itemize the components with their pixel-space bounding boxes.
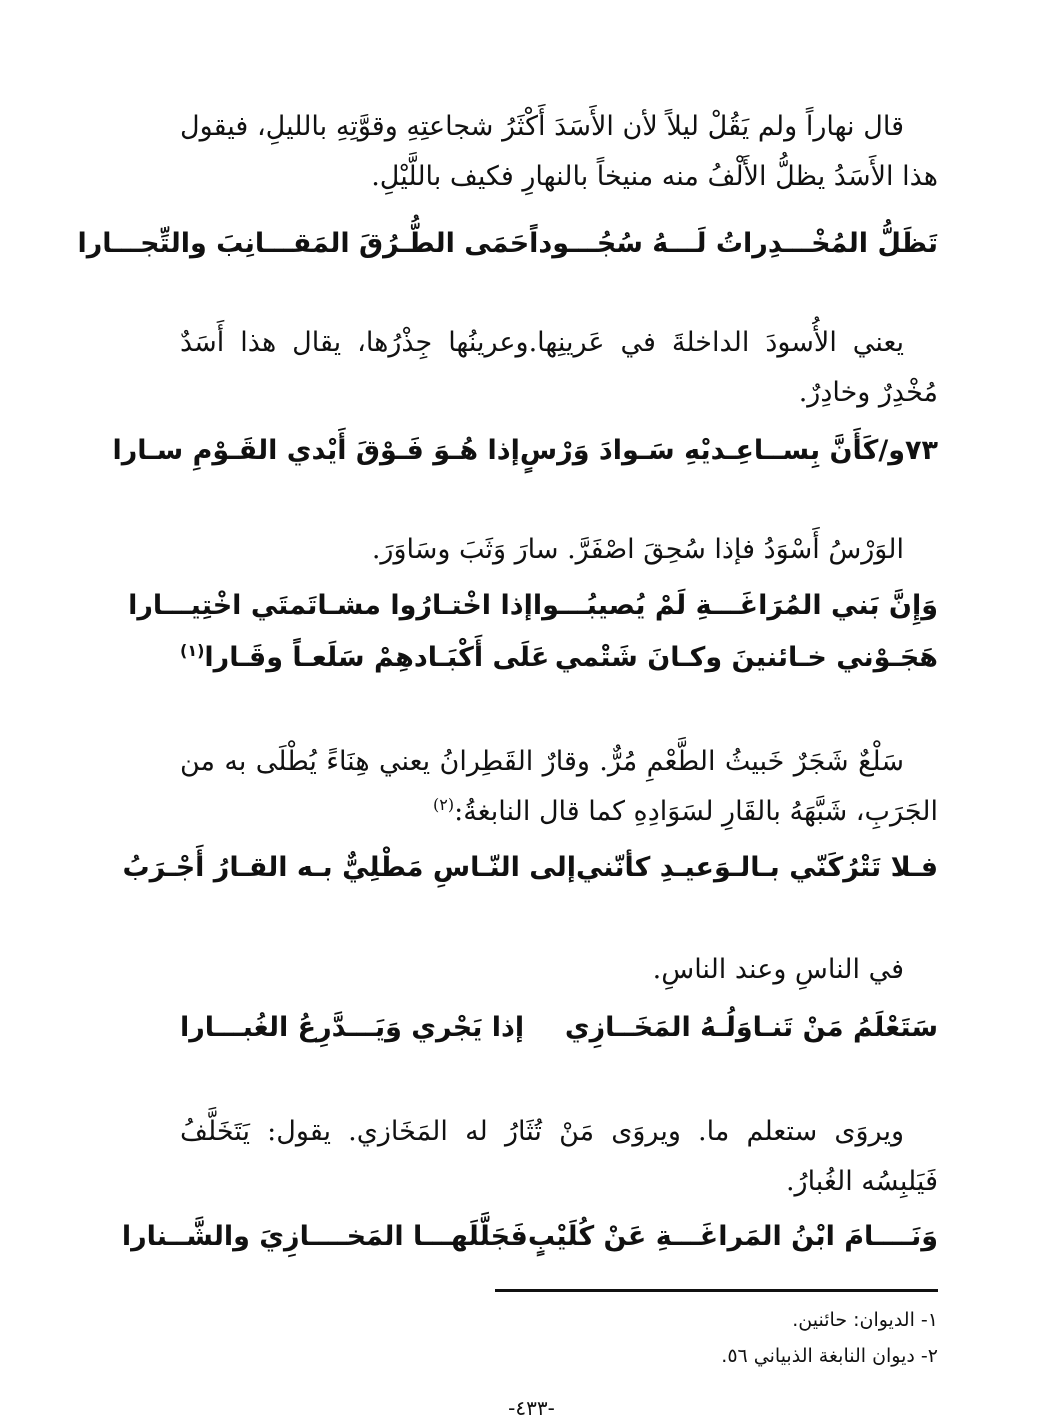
paragraph-3 xyxy=(180,525,938,575)
paragraph-2-text: يعني الأُسودَ الداخلةَ في عَرينِها.وعرينُها جِذْرُها، يقال هذا أَسَدٌ مُخْدِرٌ وخادِرٌ. xyxy=(180,327,938,408)
verse-3-second-hemistich: إذا اخْتـارُوا مشـاتَمتَي اخْتِيـــارا xyxy=(128,590,533,621)
verse-1 xyxy=(77,218,938,270)
verse-3-first-hemistich: وَإِنَّ بَني المُرَاغَـــةِ لَمْ يُصيبُـــوا xyxy=(532,590,938,621)
paragraph-1 xyxy=(180,102,938,202)
page-number: -٤٣٣- xyxy=(508,1396,555,1420)
verse-3 xyxy=(128,580,938,632)
verse-4-second-hemistich: عَلَى أَكْبَـادهِمْ سَلَعـاً وقَـارا xyxy=(204,642,550,673)
verse-7-second-hemistich: فَجَلَّلَهـــا المَخــــازِيَ والشَّــنارا xyxy=(121,1221,528,1252)
footnote-2: ٢- ديوان النابغة الذبياني ٥٦. xyxy=(721,1345,938,1367)
verse-5-second-hemistich: إلى النّـاسِ مَطْلِيٌّ بـه القـارُ أَجْـرَبُ xyxy=(122,852,576,883)
footnote-ref-2: (٢) xyxy=(433,795,455,814)
paragraph-6 xyxy=(180,1107,938,1207)
verse-4 xyxy=(180,632,938,684)
verse-7 xyxy=(121,1211,938,1263)
footnote-divider xyxy=(495,1289,938,1292)
verse-6 xyxy=(180,1002,938,1054)
verse-5-first-hemistich: فـلا تَتْرُكَنّي بـالـوَعيـدِ كأنّني xyxy=(575,852,938,883)
verse-6-first-hemistich: سَتَعْلَمُ مَنْ تَنـاوَلُـهُ المَخَــازِي xyxy=(564,1012,938,1043)
footnote-1: ١- الديوان: حائنين. xyxy=(792,1309,938,1331)
paragraph-5 xyxy=(180,945,938,995)
verse-2 xyxy=(112,425,938,477)
verse-2-second-hemistich: إذا هُـوَ فَـوْقَ أَيْدي القَـوْمِ سـارا xyxy=(112,435,520,466)
verse-1-first-hemistich: تَظَلُّ المُخْـــدِراتُ لَـــهُ سُجُـــوداً xyxy=(529,228,938,259)
verse-6-second-hemistich: إذا يَجْري وَيَـــدَّرِعُ الغُبـــارا xyxy=(180,1012,525,1043)
verse-4-first-hemistich: هَجَـوْني خـائنينَ وكـانَ شَتْمي xyxy=(554,642,938,673)
verse-7-first-hemistich: وَنَــــامَ ابْنُ المَراغَـــةِ عَنْ كُلَيْبٍ xyxy=(527,1221,938,1252)
verse-1-second-hemistich: حَمَى الطُّـرُقَ المَقـــانِبَ والتِّجـــارا xyxy=(77,228,530,259)
paragraph-4-wrap xyxy=(180,737,938,837)
paragraph-3-text: الوَرْسُ أَسْوَدُ فإذا سُحِقَ اصْفَرَّ. سارَ وَثَبَ وسَاوَرَ. xyxy=(371,534,904,565)
footnote-ref-1: (١) xyxy=(180,641,205,660)
verse-2-first-hemistich: ٧٣و/كَأَنَّ بِســاعِـديْهِ سَـوادَ وَرْسٍ xyxy=(519,435,938,466)
paragraph-4-text: سَلْعٌ شَجَرٌ خَبيثُ الطَّعْمِ مُرٌّ. وقارٌ القَطِرانُ يعني هِنَاءً يُطْلَى به من الجَرَبِ، شَبَّهَهُ بالقَارِ لسَوَادِهِ كما قال النابغةُ: xyxy=(180,746,938,827)
paragraph-6-text: ويروَى ستعلم ما. ويروَى مَنْ تُثَارُ له المَخَازي. يقول: يَتَخَلَّفُ فَيَلبِسُه الغُبارُ. xyxy=(180,1116,938,1197)
paragraph-4 xyxy=(180,737,938,837)
verse-5 xyxy=(122,842,938,894)
paragraph-1-text: قال نهاراً ولم يَقُلْ ليلاً لأن الأَسَدَ أَكْثَرُ شجاعتِهِ وقوَّتِهِ بالليلِ، فيقول هذا الأَسَدُ يظلُّ الأَلْفُ منه منيخاً بالنهارِ فكيف باللَّيْلِ. xyxy=(180,111,938,192)
paragraph-5-text: في الناسِ وعند الناسِ. xyxy=(652,954,904,985)
footnotes xyxy=(495,1302,938,1374)
verse-4-second-hemistich-wrap xyxy=(180,632,549,684)
paragraph-2 xyxy=(180,318,938,418)
